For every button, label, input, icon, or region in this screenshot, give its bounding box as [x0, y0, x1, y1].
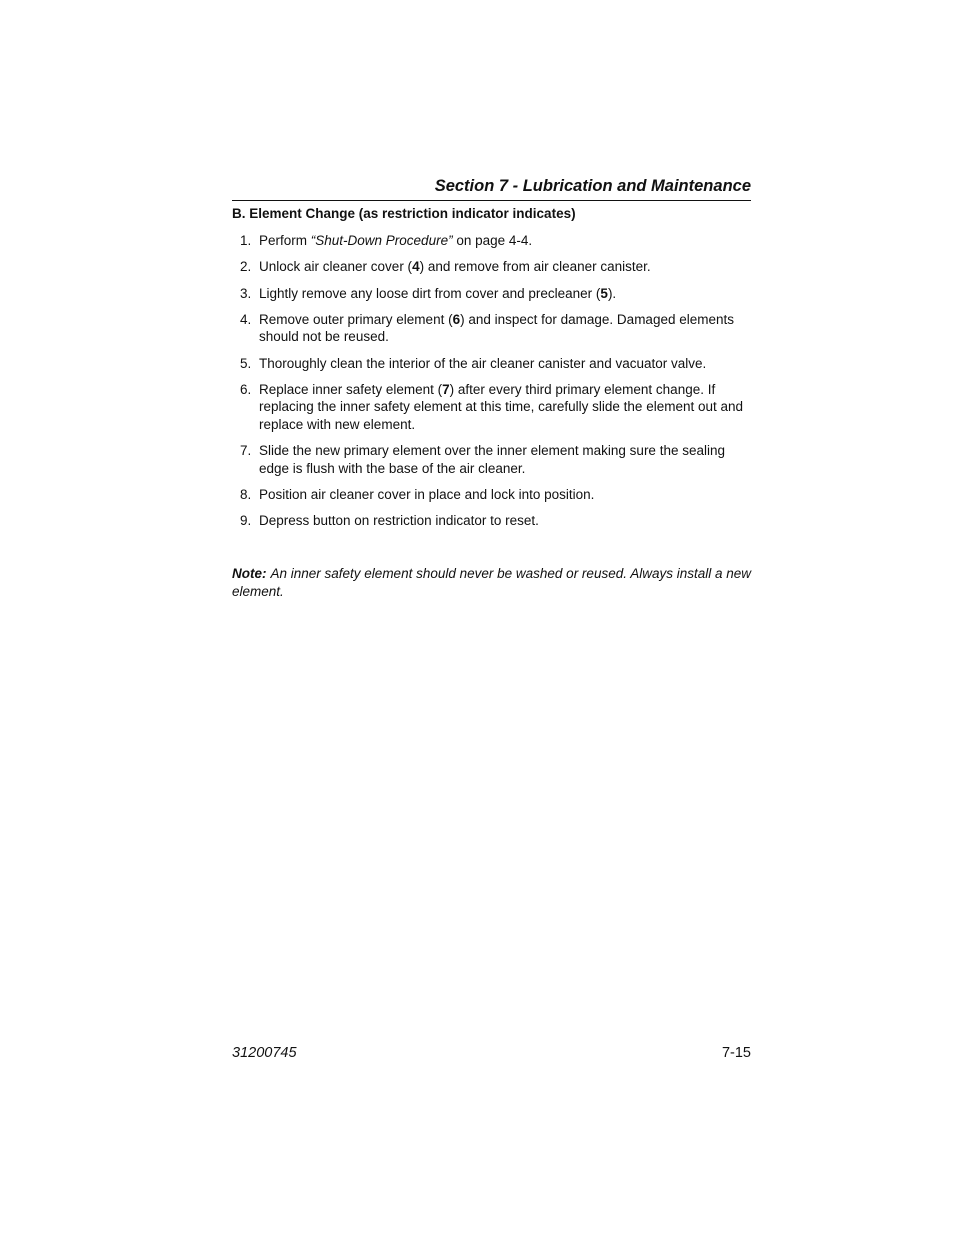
- step-2: [232, 258, 751, 276]
- step-text: Position air cleaner cover in place and lock into position.: [259, 487, 595, 503]
- step-number: 7.: [240, 443, 252, 459]
- callout-number: 4: [412, 259, 420, 275]
- procedure-heading: B. Element Change (as restriction indicator indicates): [232, 206, 576, 221]
- manual-page: [232, 0, 751, 1235]
- step-7: [232, 442, 751, 477]
- step-5: [232, 355, 751, 373]
- step-6: [232, 381, 751, 434]
- step-number: 5.: [240, 355, 252, 371]
- step-number: 9.: [240, 513, 252, 529]
- step-1: [232, 232, 751, 250]
- page-number: 7-15: [721, 1045, 751, 1061]
- note: [232, 565, 751, 601]
- step-text: Lightly remove any loose dirt from cover and precleaner (: [259, 285, 601, 301]
- step-text: Perform: [259, 233, 311, 248]
- step-text: Depress button on restriction indicator to reset.: [259, 513, 539, 529]
- step-text: Thoroughly clean the interior of the air cleaner canister and vacuator valve.: [259, 355, 707, 371]
- step-number: 6.: [240, 381, 252, 397]
- step-number: 8.: [240, 487, 252, 503]
- note-label: Note:: [232, 566, 267, 581]
- section-header: Section 7 - Lubrication and Maintenance: [434, 177, 751, 195]
- step-text: Remove outer primary element (: [259, 311, 453, 327]
- document-number: 31200745: [232, 1045, 297, 1061]
- step-text: ) and inspect for damage. Damaged elements should not be reused.: [259, 311, 734, 345]
- step-text: Unlock air cleaner cover (: [259, 259, 413, 275]
- step-number: 2.: [240, 259, 252, 275]
- step-9: [232, 512, 751, 530]
- step-text: ) after every third primary element change. If replacing the inner safety element at this time, carefully slide the element out and replace with new element.: [259, 381, 744, 432]
- step-text: ).: [607, 285, 617, 301]
- note-text: An inner safety element should never be washed or reused. Always install a new element.: [232, 566, 752, 599]
- callout-number: 5: [600, 285, 608, 301]
- procedure-steps: [232, 232, 751, 539]
- callout-number: 6: [452, 311, 461, 327]
- step-8: [232, 486, 751, 504]
- procedure-reference: “Shut-Down Procedure”: [310, 233, 453, 248]
- header-rule: [232, 200, 751, 201]
- step-4: [232, 311, 751, 346]
- step-3: [232, 285, 751, 303]
- step-text: Replace inner safety element (: [259, 381, 443, 397]
- step-text: Slide the new primary element over the inner element making sure the sealing edge is flush with the base of the air cleaner.: [259, 443, 725, 476]
- step-number: 4.: [240, 311, 252, 327]
- step-text: on page 4-4.: [452, 233, 533, 248]
- step-number: 1.: [240, 233, 252, 248]
- step-text: ) and remove from air cleaner canister.: [419, 259, 651, 275]
- callout-number: 7: [442, 381, 450, 397]
- step-number: 3.: [240, 285, 252, 301]
